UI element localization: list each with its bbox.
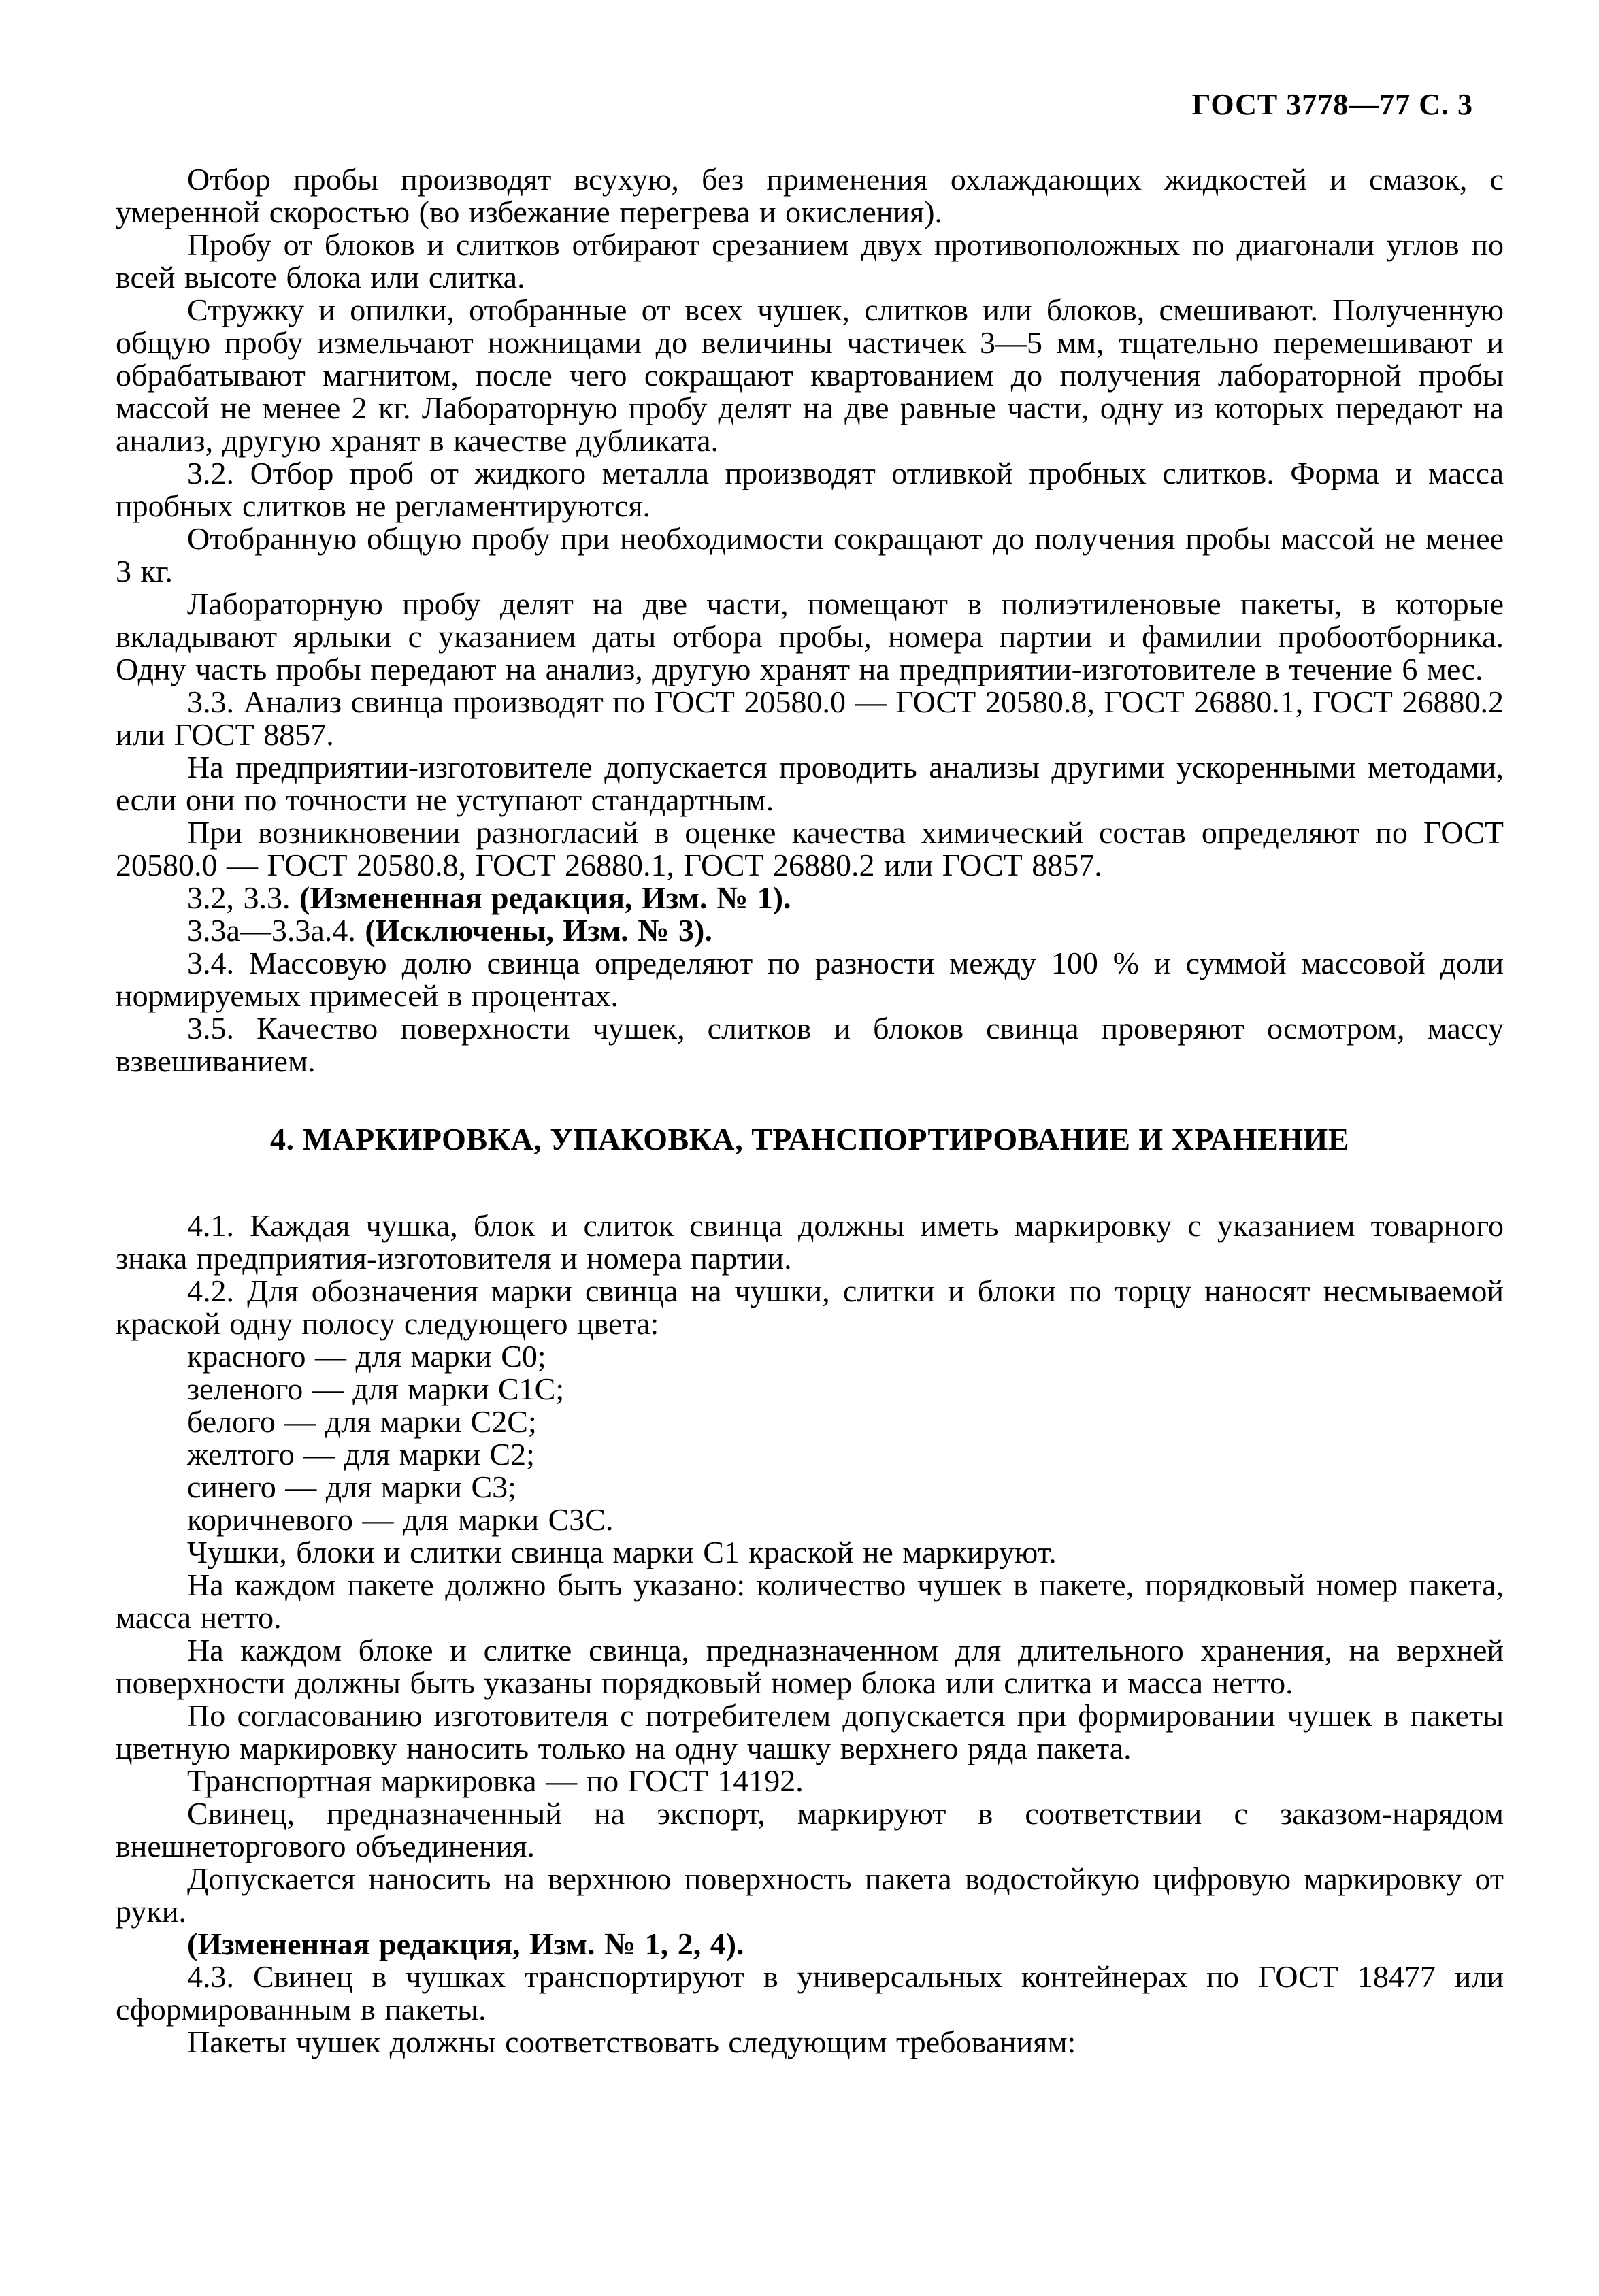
section-4-content (116, 1210, 1504, 2059)
paragraph (116, 947, 1504, 1012)
paragraph (116, 1373, 1504, 1405)
paragraph-text: Пакеты чушек должны соответствовать следующим требованиям: (187, 2025, 1076, 2059)
paragraph-text: Отобранную общую пробу при необходимости сокращают до получения пробы массой не менее 3 кг. (116, 521, 1504, 588)
paragraph (116, 1765, 1504, 1797)
paragraph-text: Транспортная маркировка — по ГОСТ 14192. (187, 1763, 804, 1798)
paragraph-text: Свинец, предназначенный на экспорт, маркируют в соответствии с заказом-нарядом внешнеторгового объединения. (116, 1796, 1504, 1863)
paragraph (116, 1503, 1504, 1536)
paragraph-text: 3.4. Массовую долю свинца определяют по разности между 100 % и суммой массовой доли нормируемых примесей в процентах. (116, 946, 1504, 1013)
paragraph (116, 1405, 1504, 1438)
paragraph-text: 3.2, 3.3. (187, 880, 299, 915)
paragraph-text: На каждом пакете должно быть указано: количество чушек в пакете, порядковый номер пакета, масса нетто. (116, 1567, 1504, 1635)
paragraph (116, 686, 1504, 751)
paragraph-text: 4.3. Свинец в чушках транспортируют в универсальных контейнерах по ГОСТ 18477 или сформированным в пакеты. (116, 1959, 1504, 2027)
paragraph-text: 3.2. Отбор проб от жидкого металла производят отливкой пробных слитков. Форма и масса пробных слитков не регламентируются. (116, 456, 1504, 523)
paragraph (116, 1275, 1504, 1340)
paragraph (116, 1471, 1504, 1503)
paragraph-text: красного — для марки С0; (187, 1339, 546, 1374)
paragraph (116, 1536, 1504, 1569)
paragraph-text: коричневого — для марки С3С. (187, 1502, 614, 1537)
paragraph (116, 1797, 1504, 1863)
paragraph (116, 1438, 1504, 1471)
paragraph-text-bold: (Исключены, Изм. № 3). (365, 913, 712, 948)
paragraph (116, 1863, 1504, 1928)
paragraph-text: Лабораторную пробу делят на две части, помещают в полиэтиленовые пакеты, в которые вкладывают ярлыки с указанием даты отбора пробы, номера партии и фамилии пробоотборника. Одну часть пробы передают на анализ, другую хранят на предприятии-изготовителе в течение 6 мес. (116, 586, 1504, 686)
paragraph (116, 1961, 1504, 2026)
paragraph-text: белого — для марки С2С; (187, 1404, 537, 1439)
paragraph-text: 3.3а—3.3а.4. (187, 913, 365, 948)
paragraph (116, 751, 1504, 816)
paragraph (116, 588, 1504, 686)
paragraph-text: 4.2. Для обозначения марки свинца на чушки, слитки и блоки по торцу наносят несмываемой краской одну полосу следующего цвета: (116, 1274, 1504, 1341)
paragraph-text-bold: (Измененная редакция, Изм. № 1). (299, 880, 791, 915)
paragraph-text: При возникновении разногласий в оценке качества химический состав определяют по ГОСТ 20580.0 — ГОСТ 20580.8, ГОСТ 26880.1, ГОСТ 26880.2 или ГОСТ 8857. (116, 815, 1504, 882)
paragraph-text: На предприятии-изготовителе допускается проводить анализы другими ускоренными методами, если они по точности не уступают стандартным. (116, 750, 1504, 817)
paragraph-text: Допускается наносить на верхнюю поверхность пакета водостойкую цифровую маркировку от руки. (116, 1861, 1504, 1929)
paragraph (116, 457, 1504, 522)
paragraph-text: синего — для марки С3; (187, 1469, 516, 1504)
paragraph-text: По согласованию изготовителя с потребителем допускается при формировании чушек в пакеты цветную маркировку наносить только на одну чашку верхнего ряда пакета. (116, 1698, 1504, 1765)
paragraph-text: 3.5. Качество поверхности чушек, слитков и блоков свинца проверяют осмотром, массу взвешиванием. (116, 1011, 1504, 1078)
paragraph (116, 1699, 1504, 1765)
paragraph (116, 1634, 1504, 1699)
paragraph (116, 294, 1504, 457)
paragraph-text: Чушки, блоки и слитки свинца марки С1 краской не маркируют. (187, 1535, 1057, 1569)
paragraph (116, 882, 1504, 914)
paragraph (116, 1210, 1504, 1275)
paragraph-text: 4.1. Каждая чушка, блок и слиток свинца должны иметь маркировку с указанием товарного знака предприятия-изготовителя и номера партии. (116, 1208, 1504, 1276)
paragraph (116, 914, 1504, 947)
paragraph (116, 1012, 1504, 1078)
section-4-heading-row (116, 1122, 1504, 1157)
paragraph (116, 1340, 1504, 1373)
paragraph (116, 1569, 1504, 1634)
document-content (116, 163, 1504, 2059)
section-3-content (116, 163, 1504, 1078)
paragraph (116, 229, 1504, 294)
paragraph-text: Пробу от блоков и слитков отбирают срезанием двух противоположных по диагонали углов по всей высоте блока или слитка. (116, 227, 1504, 295)
paragraph-text: желтого — для марки С2; (187, 1437, 535, 1471)
page-header: ГОСТ 3778—77 С. 3 (1191, 88, 1473, 121)
paragraph (116, 163, 1504, 229)
paragraph-text: Отбор пробы производят всухую, без применения охлаждающих жидкостей и смазок, с умеренной скоростью (во избежание перегрева и окисления). (116, 162, 1504, 229)
paragraph-text: зеленого — для марки С1С; (187, 1371, 565, 1406)
paragraph-text: Стружку и опилки, отобранные от всех чушек, слитков или блоков, смешивают. Полученную общую пробу измельчают ножницами до величины частичек 3—5 мм, тщательно перемешивают и обрабатывают магнитом, после чего сокращают квартованием до получения лабораторной пробы массой не менее 2 кг. Лабораторную пробу делят на две равные части, одну из которых передают на анализ, другую хранят в качестве дубликата. (116, 293, 1504, 458)
paragraph (116, 1928, 1504, 1961)
paragraph (116, 2026, 1504, 2059)
paragraph-text: На каждом блоке и слитке свинца, предназначенном для длительного хранения, на верхней поверхности должны быть указаны порядковый номер блока или слитка и масса нетто. (116, 1633, 1504, 1700)
section-heading: 4. МАРКИРОВКА, УПАКОВКА, ТРАНСПОРТИРОВАНИЕ И ХРАНЕНИЕ (269, 1122, 1350, 1157)
paragraph-text: 3.3. Анализ свинца производят по ГОСТ 20580.0 — ГОСТ 20580.8, ГОСТ 26880.1, ГОСТ 26880.2 или ГОСТ 8857. (116, 684, 1504, 752)
paragraph-text-bold: (Измененная редакция, Изм. № 1, 2, 4). (187, 1927, 744, 1961)
paragraph (116, 816, 1504, 882)
paragraph (116, 522, 1504, 588)
